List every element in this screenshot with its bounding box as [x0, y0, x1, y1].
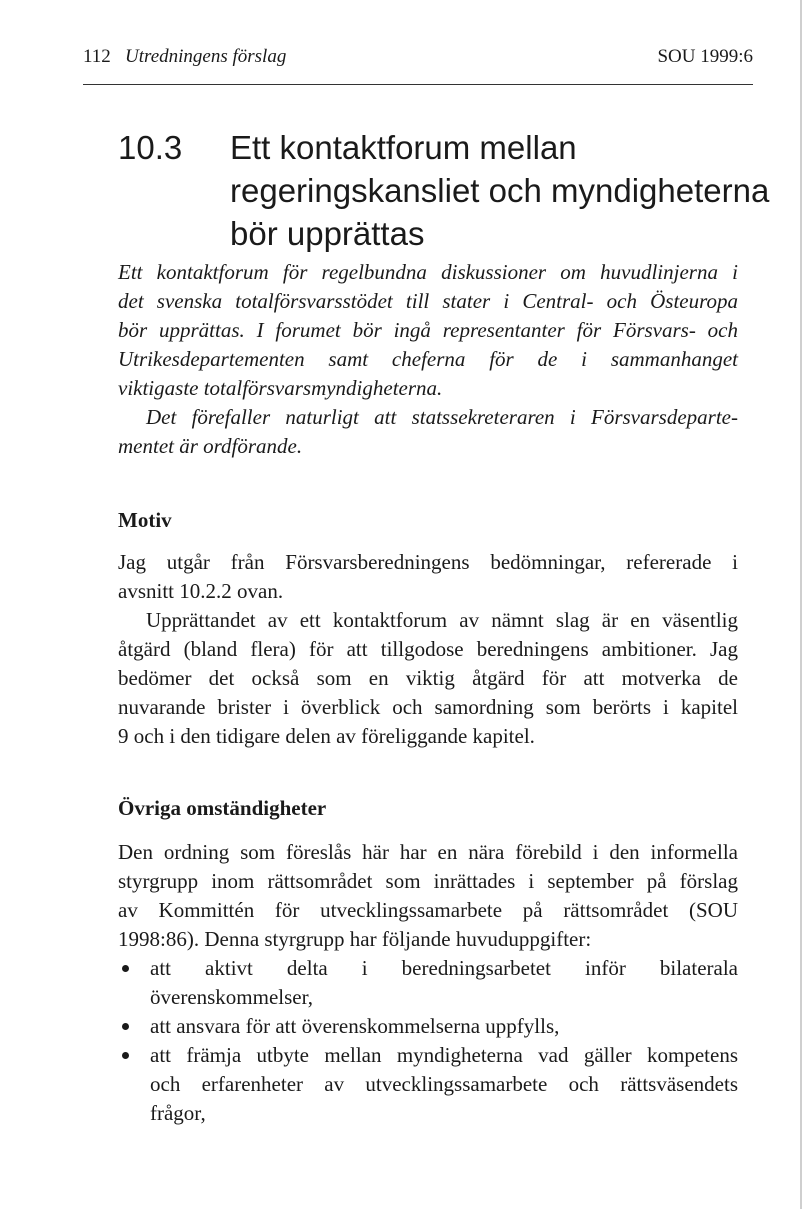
text-line: styrgrupp inom rättsområdet som inrättades i september på förslag: [118, 869, 738, 893]
bullet-item: [118, 1012, 738, 1041]
bullet-item: [118, 1041, 738, 1128]
text-line: frågor,: [150, 1101, 206, 1125]
text-line: nuvarande brister i överblick och samordning som berörts i kapitel: [118, 695, 738, 719]
bullet-icon: [122, 965, 129, 972]
text-line: Upprättandet av ett kontaktforum av nämnt slag är en väsentlig: [146, 608, 738, 632]
bullet-item: [118, 954, 738, 1012]
scan-edge-line: [800, 0, 802, 1209]
header-rule: [83, 84, 753, 85]
text-line: överenskommelser,: [150, 985, 314, 1009]
text-line: det svenska totalförsvarsstödet till stater i Central- och Östeuropa: [118, 289, 738, 313]
section-title-line: bör upprättas: [230, 215, 425, 252]
bullet-icon: [122, 1023, 129, 1030]
text-line: bedömer det också som en viktig åtgärd för att motverka de: [118, 666, 738, 690]
text-line: att främja utbyte mellan myndigheterna vad gäller kompetens: [150, 1043, 738, 1067]
text-line: Jag utgår från Försvarsberedningens bedömningar, refererade i: [118, 550, 738, 574]
section-title-line: regeringskansliet och myndigheterna: [230, 172, 770, 209]
text-line: av Kommittén för utvecklingssamarbete på rättsområdet (SOU: [118, 898, 738, 922]
text-line: mentet är ordförande.: [118, 434, 303, 458]
section-title-line: Ett kontaktforum mellan: [230, 129, 577, 166]
text-line: viktigaste totalförsvarsmyndigheterna.: [118, 376, 443, 400]
page-header: [83, 46, 753, 72]
section-number: 10.3: [118, 129, 183, 166]
ovriga-heading: Övriga omständigheter: [118, 796, 327, 820]
text-line: åtgärd (bland flera) för att tillgodose beredningens ambitioner. Jag: [118, 637, 738, 661]
text-line: avsnitt 10.2.2 ovan.: [118, 579, 284, 603]
text-line: 1998:86). Denna styrgrupp har följande huvuduppgifter:: [118, 927, 592, 951]
text-line: att ansvara för att överenskommelserna uppfylls,: [150, 1014, 560, 1038]
section-title: [230, 126, 770, 255]
text-line: Det förefaller naturligt att statssekreteraren i Försvarsdeparte-: [146, 405, 738, 429]
proposal-text: [118, 258, 738, 461]
motiv-heading: Motiv: [118, 508, 172, 532]
text-line: Den ordning som föreslås här har en nära förebild i den informella: [118, 840, 738, 864]
text-line: 9 och i den tidigare delen av föreliggande kapitel.: [118, 724, 535, 748]
ovriga-text: [118, 838, 738, 1128]
motiv-text: [118, 548, 738, 751]
text-line: och erfarenheter av utvecklingssamarbete och rättsväsendets: [150, 1072, 738, 1096]
text-line: Utrikesdepartementen samt cheferna för de i sammanhanget: [118, 347, 738, 371]
text-line: att aktivt delta i beredningsarbetet inför bilaterala: [150, 956, 738, 980]
text-line: bör upprättas. I forumet bör ingå representanter för Försvars- och: [118, 318, 738, 342]
bullet-icon: [122, 1052, 129, 1059]
series-id: SOU 1999:6: [657, 46, 753, 67]
running-title: Utredningens förslag: [125, 46, 287, 67]
text-line: Ett kontaktforum för regelbundna diskussioner om huvudlinjerna i: [118, 260, 738, 284]
page-number: 112: [83, 46, 111, 67]
